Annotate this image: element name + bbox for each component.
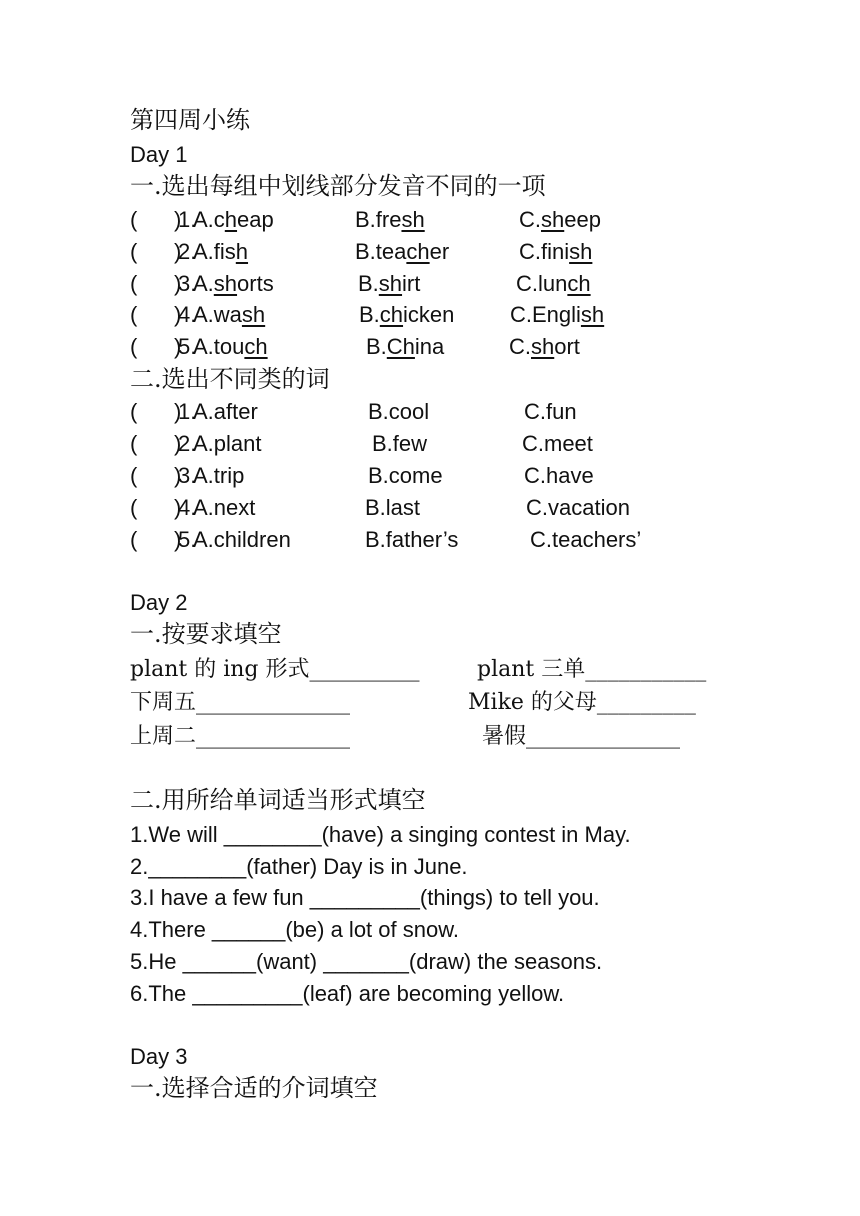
- option-text: A.fis: [193, 239, 236, 264]
- option-b: [359, 301, 454, 329]
- question-number: 5.: [178, 527, 197, 552]
- option-text: C.fini: [519, 239, 570, 264]
- option-c: C.vacation: [526, 495, 630, 520]
- option-text: B.: [366, 334, 387, 359]
- option-b: B.father’s: [365, 527, 459, 552]
- fill-item-left: 上周二______________: [130, 724, 351, 749]
- option-text: orts: [237, 271, 274, 296]
- question-number: 3.: [178, 463, 197, 488]
- day1-section2-heading: 二.选出不同类的词: [130, 365, 330, 393]
- option-text: B.: [359, 302, 380, 327]
- underlined-letters: sh: [241, 302, 266, 327]
- option-text: B.: [358, 271, 379, 296]
- option-text: ina: [414, 334, 445, 359]
- option-b: B.come: [368, 463, 443, 488]
- option-text: A.c: [193, 207, 225, 232]
- underlined-letters: h: [224, 207, 238, 232]
- page-title: 第四周小练: [130, 106, 250, 134]
- sentence-item: 5.He ______(want) _______(draw) the seasons.: [130, 949, 603, 974]
- underlined-letters: ch: [244, 334, 268, 359]
- option-text: eap: [237, 207, 274, 232]
- option-text: C.Engli: [510, 302, 581, 327]
- underlined-letters: ch: [379, 302, 404, 327]
- option-a: [193, 333, 268, 361]
- answer-blank: ( ): [130, 495, 182, 520]
- option-a: [193, 238, 248, 266]
- option-text: A.: [193, 271, 214, 296]
- fill-item-right: 暑假______________: [482, 724, 681, 749]
- question-number: 5.: [178, 334, 197, 359]
- option-b: [358, 270, 420, 298]
- option-text: er: [429, 239, 450, 264]
- question-number: 1.: [178, 207, 197, 232]
- day3-section1-heading: 一.选择合适的介词填空: [130, 1074, 378, 1102]
- option-b: [366, 333, 444, 361]
- answer-blank: ( ): [130, 527, 182, 552]
- answer-blank: ( ): [130, 463, 182, 488]
- underlined-letters: sh: [541, 207, 565, 232]
- sentence-item: 2.________(father) Day is in June.: [130, 854, 468, 879]
- fill-item-left: plant 的 ing 形式__________: [130, 657, 420, 682]
- option-text: icken: [403, 302, 455, 327]
- day1-section1-heading: 一.选出每组中划线部分发音不同的一项: [130, 172, 546, 200]
- option-b: B.last: [365, 495, 421, 520]
- option-c: C.fun: [524, 399, 577, 424]
- option-b: B.few: [372, 431, 428, 456]
- underlined-letters: Ch: [386, 334, 415, 359]
- option-a: A.children: [193, 527, 291, 552]
- underlined-letters: sh: [531, 334, 555, 359]
- day2-section1-heading: 一.按要求填空: [130, 620, 282, 648]
- option-a: A.next: [193, 495, 256, 520]
- option-text: A.wa: [193, 302, 242, 327]
- option-a: [193, 301, 265, 329]
- option-b: [355, 238, 449, 266]
- option-b: [355, 206, 425, 234]
- question-number: 1.: [178, 399, 197, 424]
- option-c: [510, 301, 604, 329]
- underlined-letters: ch: [567, 271, 591, 296]
- option-a: A.after: [193, 399, 258, 424]
- question-number: 2.: [178, 431, 197, 456]
- fill-item-left: 下周五______________: [130, 690, 351, 715]
- option-c: [519, 238, 592, 266]
- question-number: 2.: [178, 239, 197, 264]
- option-c: C.meet: [522, 431, 593, 456]
- option-text: irt: [402, 271, 421, 296]
- answer-blank: ( ): [130, 399, 182, 424]
- option-text: C.lun: [516, 271, 568, 296]
- option-a: [193, 206, 274, 234]
- fill-item-right: Mike 的父母_________: [468, 690, 696, 715]
- option-text: A.tou: [193, 334, 245, 359]
- option-c: C.teachers’: [530, 527, 642, 552]
- option-b: B.cool: [368, 399, 430, 424]
- answer-blank: ( ): [130, 431, 182, 456]
- day3-heading: Day 3: [130, 1044, 188, 1069]
- option-text: eep: [564, 207, 601, 232]
- question-number: 3.: [178, 271, 197, 296]
- day2-section2-heading: 二.用所给单词适当形式填空: [130, 786, 426, 814]
- underlined-letters: sh: [569, 239, 593, 264]
- option-c: [509, 333, 580, 361]
- option-c: C.have: [524, 463, 594, 488]
- answer-blank: ( ): [130, 239, 182, 264]
- option-a: A.plant: [193, 431, 262, 456]
- sentence-item: 3.I have a few fun _________(things) to tell you.: [130, 885, 600, 910]
- answer-blank: ( ): [130, 334, 182, 359]
- underlined-letters: sh: [401, 207, 425, 232]
- question-number: 4.: [178, 495, 197, 520]
- underlined-letters: sh: [378, 271, 403, 296]
- sentence-item: 6.The _________(leaf) are becoming yellow.: [130, 981, 565, 1006]
- underlined-letters: h: [235, 239, 249, 264]
- option-c: [516, 270, 591, 298]
- answer-blank: ( ): [130, 207, 182, 232]
- sentence-item: 1.We will ________(have) a singing contest in May.: [130, 822, 631, 847]
- day2-heading: Day 2: [130, 590, 188, 615]
- underlined-letters: sh: [213, 271, 238, 296]
- question-number: 4.: [178, 302, 197, 327]
- option-text: B.tea: [355, 239, 407, 264]
- option-c: [519, 206, 601, 234]
- answer-blank: ( ): [130, 302, 182, 327]
- sentence-item: 4.There ______(be) a lot of snow.: [130, 917, 459, 942]
- answer-blank: ( ): [130, 271, 182, 296]
- option-text: ort: [554, 334, 580, 359]
- option-text: B.fre: [355, 207, 402, 232]
- fill-item-right: plant 三单___________: [477, 657, 707, 682]
- option-text: C.: [509, 334, 531, 359]
- option-a: A.trip: [193, 463, 245, 488]
- day1-heading: Day 1: [130, 142, 188, 167]
- underlined-letters: ch: [406, 239, 430, 264]
- option-text: C.: [519, 207, 541, 232]
- option-a: [193, 270, 274, 298]
- underlined-letters: sh: [580, 302, 605, 327]
